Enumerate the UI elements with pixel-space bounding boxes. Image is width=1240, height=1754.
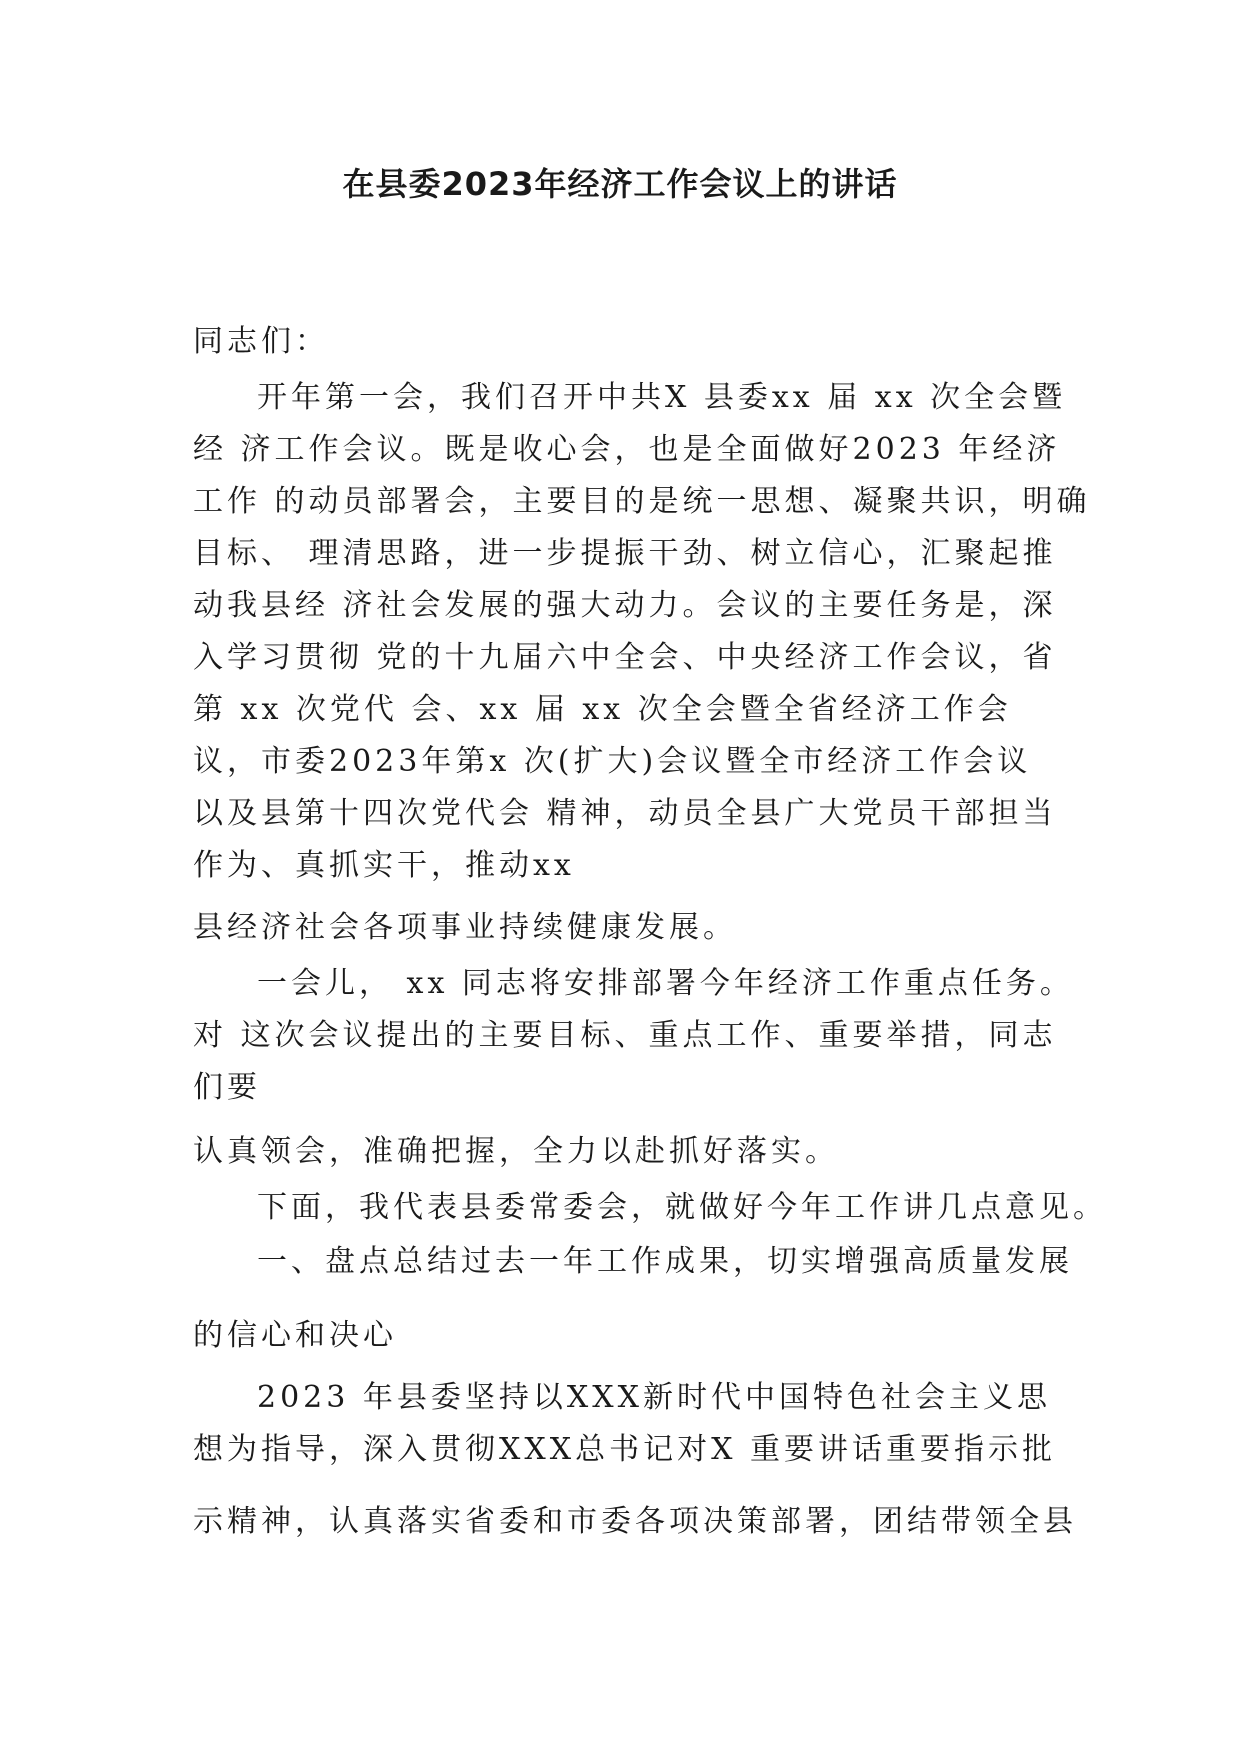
paragraph-line: 以及县第十四次党代会 精神，动员全县广大党员干部担当 (193, 796, 1057, 831)
paragraph-line: 下面，我代表县委常委会，就做好今年工作讲几点意见。 (257, 1190, 1107, 1225)
paragraph-line: 一会儿， xx 同志将安排部署今年经济工作重点任务。 (257, 966, 1074, 1001)
paragraph-line: 入学习贯彻 党的十九届六中全会、中央经济工作会议，省 (193, 640, 1057, 675)
paragraph-line: 认真领会，准确把握，全力以赴抓好落实。 (193, 1134, 839, 1169)
paragraph-line: 开年第一会，我们召开中共X 县委xx 届 xx 次全会暨 (257, 380, 1067, 415)
paragraph-line: 经 济工作会议。既是收心会，也是全面做好2023 年经济 (193, 432, 1061, 467)
section-heading-continuation: 的信心和决心 (193, 1318, 397, 1353)
paragraph-line: 2023 年县委坚持以XXX新时代中国特色社会主义思 (257, 1380, 1051, 1415)
paragraph-line: 对 这次会议提出的主要目标、重点工作、重要举措，同志 (193, 1018, 1057, 1053)
paragraph-line: 县经济社会各项事业持续健康发展。 (193, 910, 737, 945)
paragraph-line: 们要 (193, 1070, 261, 1105)
paragraph-line: 作为、真抓实干，推动xx (193, 848, 575, 883)
paragraph-line: 动我县经 济社会发展的强大动力。会议的主要任务是，深 (193, 588, 1057, 623)
section-heading: 一、盘点总结过去一年工作成果，切实增强高质量发展 (257, 1244, 1073, 1279)
paragraph-line: 工作 的动员部署会，主要目的是统一思想、凝聚共识，明确 (193, 484, 1091, 519)
paragraph-line: 目标、 理清思路，进一步提振干劲、树立信心，汇聚起推 (193, 536, 1057, 571)
paragraph-line: 议，市委2023年第x 次(扩大)会议暨全市经济工作会议 (193, 744, 1032, 779)
salutation: 同志们： (193, 324, 329, 359)
paragraph-line: 示精神，认真落实省委和市委各项决策部署，团结带领全县 (193, 1504, 1077, 1539)
paragraph-line: 想为指导，深入贯彻XXX总书记对X 重要讲话重要指示批 (193, 1432, 1056, 1467)
paragraph-line: 第 xx 次党代 会、xx 届 xx 次全会暨全省经济工作会 (193, 692, 1012, 727)
document-title: 在县委2023年经济工作会议上的讲话 (342, 165, 898, 203)
